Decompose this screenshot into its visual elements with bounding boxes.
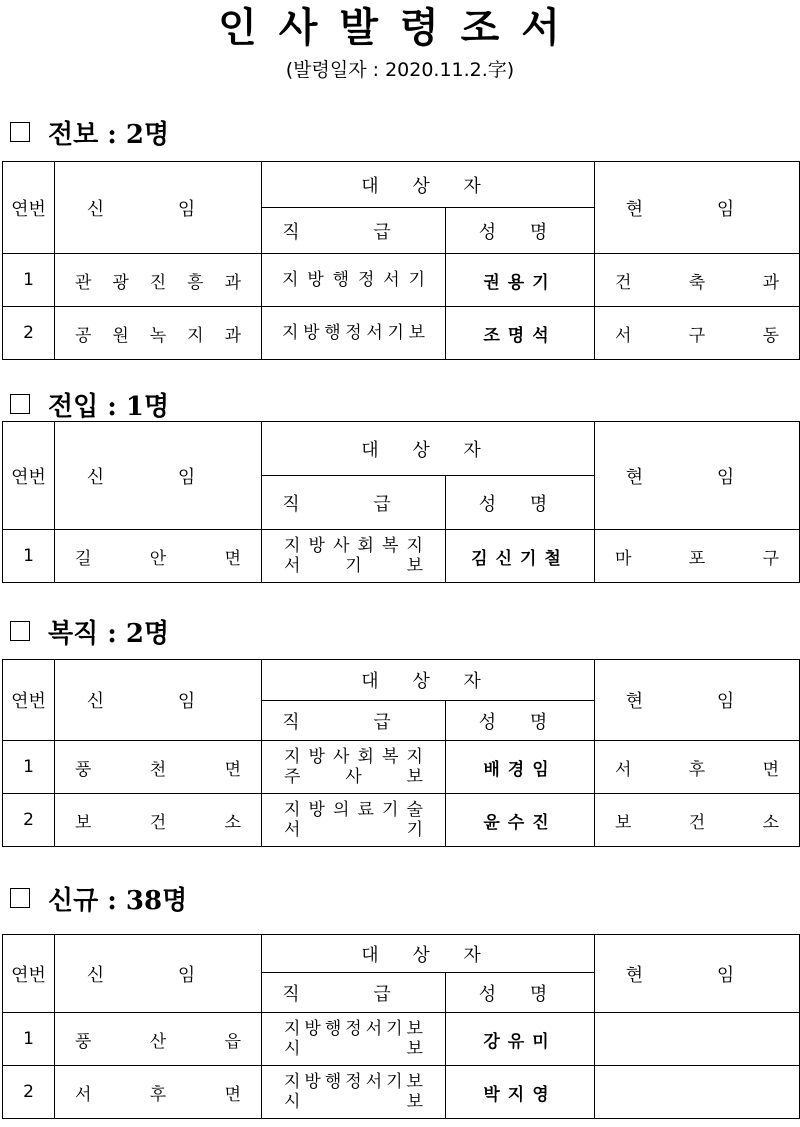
current-post-cell bbox=[595, 741, 800, 794]
grade-line bbox=[262, 747, 445, 767]
char: 료 bbox=[357, 800, 374, 820]
section-heading bbox=[10, 880, 187, 916]
personnel-table bbox=[2, 161, 800, 360]
char: 방 bbox=[308, 747, 325, 767]
grade-line bbox=[262, 767, 445, 787]
current-post-value bbox=[595, 544, 799, 569]
header-current: 현 임 bbox=[595, 422, 800, 530]
char: 복 bbox=[382, 747, 399, 767]
checkbox-icon bbox=[10, 394, 30, 414]
char: 과 bbox=[224, 272, 241, 293]
char: 기 bbox=[345, 556, 362, 576]
char: 원 bbox=[112, 325, 129, 346]
char: 정 bbox=[357, 270, 375, 290]
char: 소 bbox=[762, 812, 780, 833]
char: 지 bbox=[282, 270, 299, 290]
char: 서 bbox=[615, 759, 632, 780]
char: 소 bbox=[224, 812, 241, 833]
char: 의 bbox=[333, 800, 350, 820]
char: 지 bbox=[284, 536, 301, 556]
new-post-cell bbox=[55, 1013, 262, 1066]
current-post-cell bbox=[595, 307, 800, 360]
person-name: 강유미 bbox=[446, 1013, 595, 1066]
grade-cell bbox=[262, 530, 446, 583]
char: 사 bbox=[345, 767, 362, 787]
char: 보 bbox=[408, 323, 425, 343]
checkbox-icon bbox=[10, 621, 30, 641]
row-number: 1 bbox=[3, 1013, 55, 1066]
char: 방 bbox=[304, 1072, 321, 1092]
header-target: 대 상 자 bbox=[262, 422, 595, 476]
header-name: 성 명 bbox=[446, 208, 595, 254]
section-heading-label: 전보 : 2명 bbox=[48, 119, 170, 150]
char: 건 bbox=[688, 812, 706, 833]
grade-cell bbox=[262, 794, 446, 847]
current-post-value bbox=[595, 268, 799, 293]
grade-cell bbox=[262, 307, 446, 360]
char: 산 bbox=[149, 1031, 167, 1052]
grade-line bbox=[262, 820, 445, 840]
char: 기 bbox=[406, 820, 423, 840]
char: 녹 bbox=[149, 325, 167, 346]
char: 면 bbox=[762, 759, 780, 780]
char: 기 bbox=[387, 323, 404, 343]
char: 보 bbox=[615, 812, 632, 833]
new-post-value bbox=[55, 268, 261, 293]
char: 보 bbox=[406, 1019, 423, 1039]
table-row bbox=[3, 254, 800, 307]
order-date: (발령일자 : 2020.11.2.字) bbox=[285, 59, 515, 81]
char: 방 bbox=[308, 536, 325, 556]
header-grade: 직 급 bbox=[262, 476, 446, 530]
personnel-table bbox=[2, 659, 800, 847]
char: 시 bbox=[284, 1039, 301, 1059]
new-post-value bbox=[55, 808, 261, 833]
header-no: 연번 bbox=[3, 422, 55, 530]
checkbox-icon bbox=[10, 888, 30, 908]
char: 지 bbox=[282, 323, 299, 343]
personnel-table bbox=[2, 934, 800, 1119]
new-post-value bbox=[55, 755, 261, 780]
grade-line bbox=[262, 1019, 445, 1039]
char: 보 bbox=[406, 556, 423, 576]
grade-cell bbox=[262, 1013, 446, 1066]
section-heading bbox=[10, 386, 169, 422]
person-name: 배경임 bbox=[446, 741, 595, 794]
char: 회 bbox=[357, 536, 374, 556]
char: 시 bbox=[284, 1092, 301, 1112]
person-name: 박지영 bbox=[446, 1066, 595, 1119]
char: 과 bbox=[762, 272, 780, 293]
char: 기 bbox=[386, 1072, 403, 1092]
current-post-cell bbox=[595, 530, 800, 583]
char: 진 bbox=[149, 272, 167, 293]
person-name: 김신기철 bbox=[446, 530, 595, 583]
char: 보 bbox=[406, 1039, 423, 1059]
personnel-table bbox=[2, 421, 800, 583]
new-post-cell bbox=[55, 741, 262, 794]
char: 안 bbox=[149, 548, 167, 569]
section-heading-label: 복직 : 2명 bbox=[48, 618, 170, 649]
char: 구 bbox=[762, 548, 780, 569]
header-current: 현 임 bbox=[595, 162, 800, 254]
new-post-cell bbox=[55, 530, 262, 583]
char: 주 bbox=[284, 767, 301, 787]
char: 공 bbox=[75, 325, 92, 346]
grade-line bbox=[262, 1039, 445, 1059]
grade-cell bbox=[262, 741, 446, 794]
table-row bbox=[3, 794, 800, 847]
header-target: 대 상 자 bbox=[262, 935, 595, 973]
char: 지 bbox=[284, 747, 301, 767]
new-post-cell bbox=[55, 794, 262, 847]
current-post-cell bbox=[595, 254, 800, 307]
person-name: 권용기 bbox=[446, 254, 595, 307]
grade-value bbox=[262, 270, 445, 290]
grade-cell bbox=[262, 254, 446, 307]
char: 관 bbox=[75, 272, 92, 293]
char: 술 bbox=[406, 800, 423, 820]
new-post-value bbox=[55, 1027, 261, 1052]
char: 복 bbox=[382, 536, 399, 556]
char: 기 bbox=[382, 800, 399, 820]
char: 기 bbox=[408, 270, 425, 290]
header-current: 현 임 bbox=[595, 660, 800, 741]
table-row bbox=[3, 1013, 800, 1066]
current-post-cell bbox=[595, 794, 800, 847]
char: 포 bbox=[688, 548, 706, 569]
row-number: 1 bbox=[3, 530, 55, 583]
char: 풍 bbox=[75, 1031, 92, 1052]
char: 지 bbox=[284, 800, 301, 820]
header-new-post: 신 임 bbox=[55, 162, 262, 254]
table-row bbox=[3, 530, 800, 583]
header-new-post: 신 임 bbox=[55, 660, 262, 741]
header-grade: 직 급 bbox=[262, 208, 446, 254]
grade-line bbox=[262, 1072, 445, 1092]
header-no: 연번 bbox=[3, 935, 55, 1013]
new-post-value bbox=[55, 544, 261, 569]
char: 방 bbox=[308, 800, 325, 820]
header-grade: 직 급 bbox=[262, 973, 446, 1013]
char: 지 bbox=[187, 325, 204, 346]
new-post-value bbox=[55, 1080, 261, 1105]
header-target: 대 상 자 bbox=[262, 162, 595, 208]
char: 보 bbox=[406, 767, 423, 787]
header-no: 연번 bbox=[3, 660, 55, 741]
char: 정 bbox=[345, 323, 362, 343]
char: 보 bbox=[406, 1072, 423, 1092]
char: 광 bbox=[112, 272, 129, 293]
char: 건 bbox=[615, 272, 632, 293]
grade-value bbox=[262, 323, 445, 343]
char: 서 bbox=[365, 1072, 383, 1092]
char: 후 bbox=[688, 759, 706, 780]
grade-line bbox=[262, 1092, 445, 1112]
char: 행 bbox=[324, 1072, 342, 1092]
char: 정 bbox=[345, 1072, 362, 1092]
row-number: 2 bbox=[3, 307, 55, 360]
char: 서 bbox=[284, 820, 301, 840]
char: 방 bbox=[307, 270, 324, 290]
char: 서 bbox=[365, 1019, 383, 1039]
row-number: 1 bbox=[3, 741, 55, 794]
char: 후 bbox=[149, 1084, 167, 1105]
header-name: 성 명 bbox=[446, 701, 595, 741]
char: 마 bbox=[615, 548, 632, 569]
char: 지 bbox=[406, 747, 423, 767]
header-name: 성 명 bbox=[446, 476, 595, 530]
char: 행 bbox=[324, 323, 341, 343]
current-post-value bbox=[595, 321, 799, 346]
grade-line bbox=[262, 536, 445, 556]
char: 행 bbox=[332, 270, 350, 290]
person-name: 윤수진 bbox=[446, 794, 595, 847]
char: 서 bbox=[284, 556, 301, 576]
current-post-cell bbox=[595, 1013, 800, 1066]
char: 사 bbox=[333, 747, 350, 767]
char: 행 bbox=[324, 1019, 342, 1039]
header-row bbox=[3, 422, 800, 476]
new-post-cell bbox=[55, 254, 262, 307]
char: 지 bbox=[284, 1019, 301, 1039]
char: 천 bbox=[149, 759, 167, 780]
char: 정 bbox=[345, 1019, 362, 1039]
char: 지 bbox=[406, 536, 423, 556]
char: 기 bbox=[386, 1019, 403, 1039]
header-target: 대 상 자 bbox=[262, 660, 595, 701]
header-row bbox=[3, 162, 800, 208]
char: 과 bbox=[224, 325, 241, 346]
char: 면 bbox=[224, 759, 241, 780]
char: 흥 bbox=[187, 272, 204, 293]
checkbox-icon bbox=[10, 122, 30, 142]
current-post-value bbox=[595, 808, 799, 833]
row-number: 1 bbox=[3, 254, 55, 307]
header-new-post: 신 임 bbox=[55, 422, 262, 530]
char: 서 bbox=[75, 1084, 92, 1105]
char: 서 bbox=[366, 323, 383, 343]
grade-line bbox=[262, 800, 445, 820]
table-row bbox=[3, 741, 800, 794]
new-post-cell bbox=[55, 307, 262, 360]
char: 서 bbox=[383, 270, 400, 290]
char: 서 bbox=[615, 325, 632, 346]
header-current: 현 임 bbox=[595, 935, 800, 1013]
row-number: 2 bbox=[3, 794, 55, 847]
current-post-cell bbox=[595, 1066, 800, 1119]
char: 면 bbox=[224, 1084, 241, 1105]
char: 지 bbox=[284, 1072, 301, 1092]
document-title: 인사발령조서 bbox=[218, 4, 582, 51]
section-heading bbox=[10, 114, 169, 150]
person-name: 조명석 bbox=[446, 307, 595, 360]
char: 사 bbox=[333, 536, 350, 556]
char: 건 bbox=[149, 812, 167, 833]
char: 구 bbox=[688, 325, 706, 346]
grade-line bbox=[262, 556, 445, 576]
char: 보 bbox=[75, 812, 92, 833]
section-heading-label: 신규 : 38명 bbox=[48, 885, 188, 916]
header-no: 연번 bbox=[3, 162, 55, 254]
header-new-post: 신 임 bbox=[55, 935, 262, 1013]
current-post-value bbox=[595, 755, 799, 780]
char: 동 bbox=[762, 325, 780, 346]
char: 풍 bbox=[75, 759, 92, 780]
header-name: 성 명 bbox=[446, 973, 595, 1013]
char: 면 bbox=[224, 548, 241, 569]
char: 축 bbox=[688, 272, 706, 293]
header-grade: 직 급 bbox=[262, 701, 446, 741]
grade-cell bbox=[262, 1066, 446, 1119]
header-row bbox=[3, 935, 800, 973]
table-row bbox=[3, 307, 800, 360]
char: 보 bbox=[406, 1092, 423, 1112]
section-heading-label: 전입 : 1명 bbox=[48, 391, 170, 422]
section-heading bbox=[10, 613, 169, 649]
table-row bbox=[3, 1066, 800, 1119]
char: 길 bbox=[75, 548, 92, 569]
char: 회 bbox=[357, 747, 374, 767]
new-post-value bbox=[55, 321, 261, 346]
char: 방 bbox=[303, 323, 320, 343]
header-row bbox=[3, 660, 800, 701]
char: 읍 bbox=[224, 1031, 241, 1052]
row-number: 2 bbox=[3, 1066, 55, 1119]
new-post-cell bbox=[55, 1066, 262, 1119]
char: 방 bbox=[304, 1019, 321, 1039]
